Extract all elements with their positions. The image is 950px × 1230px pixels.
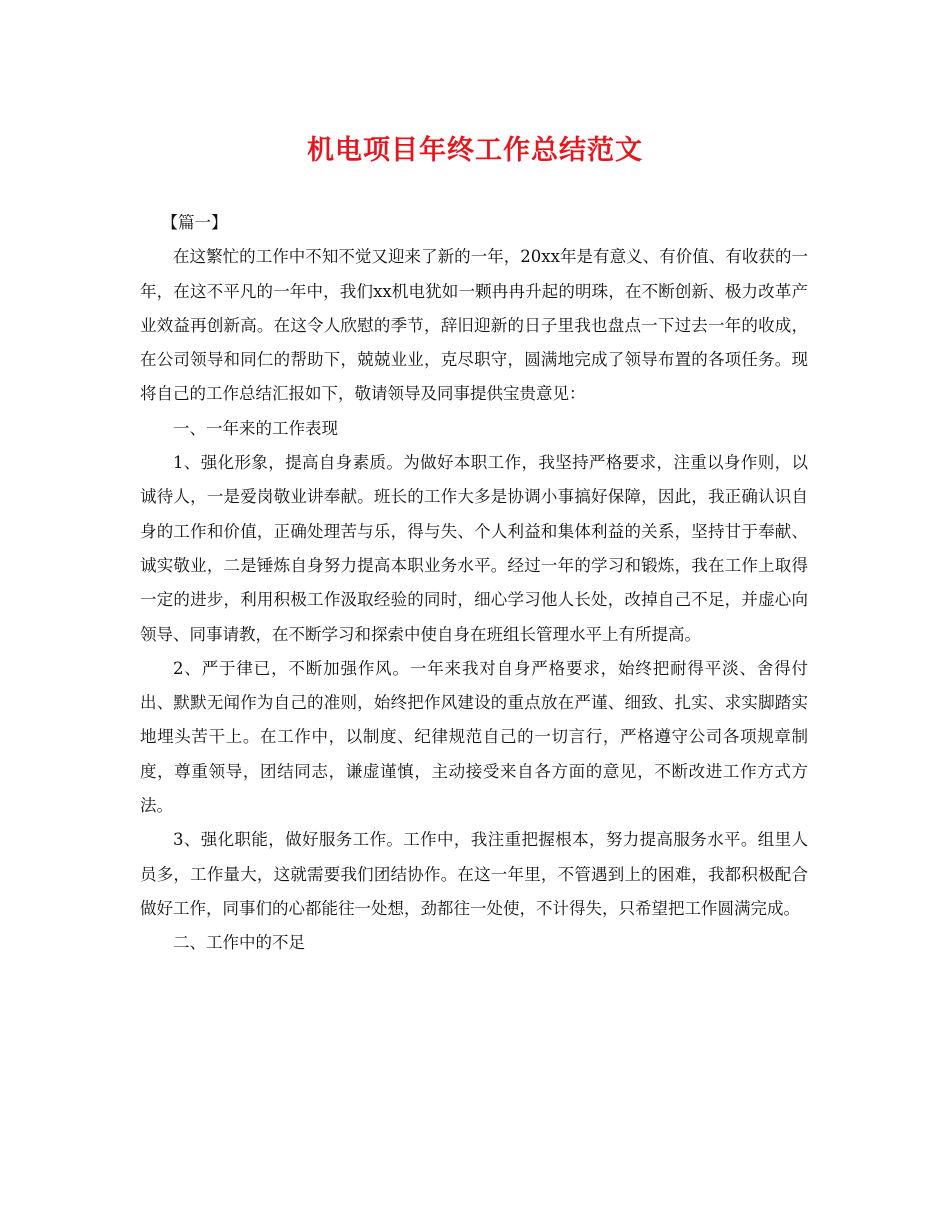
paragraph-item-2: 2、严于律已，不断加强作风。一年来我对自身严格要求，始终把耐得平淡、舍得付出、默默无闻作为自己的准则，始终把作风建设的重点放在严谨、细致、扎实、求实脚踏实地埋头苦干上。在工作中，以制度、纪律规范自己的一切言行，严格遵守公司各项规章制度，尊重领导，团结同志，谦虚谨慎，主动接受来自各方面的意见，不断改进工作方式方法。	[140, 658, 808, 816]
paragraph-intro: 在这繁忙的工作中不知不觉又迎来了新的一年，20xx年是有意义、有价值、有收获的一年，在这不平凡的一年中，我们xx机电犹如一颗冉冉升起的明珠，在不断创新、极力改革产业效益再创新高。在这令人欣慰的季节，辞旧迎新的日子里我也盘点一下过去一年的收成，在公司领导和同仁的帮助下，兢兢业业，克尽职守，圆满地完成了领导布置的各项任务。现将自己的工作总结汇报如下，敬请领导及同事提供宝贵意见：	[140, 247, 808, 404]
section-mark: 【篇一】	[161, 213, 228, 232]
paragraph-item-1: 1、强化形象，提高自身素质。为做好本职工作，我坚持严格要求，注重以身作则，以诚待人，一是爱岗敬业讲奉献。班长的工作大多是协调小事搞好保障，因此，我正确认识自身的工作和价值，正确处理苦与乐，得与失、个人利益和集体利益的关系，坚持甘于奉献、诚实敬业，二是锤炼自身努力提高本职业务水平。经过一年的学习和锻炼，我在工作上取得一定的进步，利用积极工作汲取经验的同时，细心学习他人长处，改掉自己不足，并虚心向领导、同事请教，在不断学习和探索中使自身在班组长管理水平上有所提高。	[140, 453, 808, 644]
heading-shortcomings: 二、工作中的不足	[173, 933, 305, 953]
document-title: 机电项目年终工作总结范文	[307, 135, 643, 166]
heading-work-performance: 一、一年来的工作表现	[173, 418, 338, 438]
document-body	[140, 206, 808, 961]
paragraph-item-3: 3、强化职能，做好服务工作。工作中，我注重把握根本，努力提高服务水平。组里人员多，工作量大，这就需要我们团结协作。在这一年里，不管遇到上的困难，我都积极配合做好工作，同事们的心都能往一处想，劲都往一处使，不计得失，只希望把工作圆满完成。	[140, 830, 808, 918]
